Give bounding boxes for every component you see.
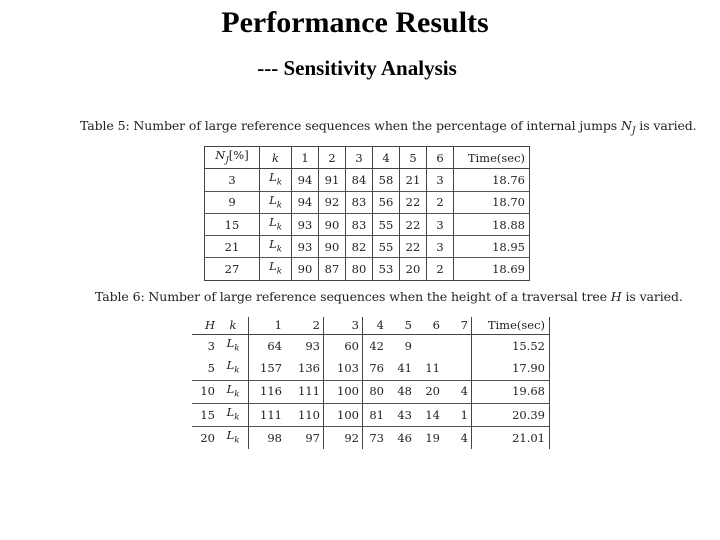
table6-row: [192, 403, 550, 426]
table5-cell: 56: [373, 191, 400, 213]
table6-cell: 11: [425, 360, 440, 375]
table5-cell: 55: [373, 236, 400, 258]
table6-cell: 100: [324, 380, 363, 403]
table6-cell: 20: [415, 380, 443, 403]
table6-cell: 1: [443, 403, 472, 426]
table5-cell: 94: [292, 169, 319, 191]
table6-cell: 73: [363, 427, 388, 450]
table5-cell: 87: [319, 258, 346, 280]
table5-cell: 93: [292, 213, 319, 235]
table6-header-cell: 6: [415, 317, 443, 335]
table5-cell: 22: [400, 213, 427, 235]
table5-cell: 2: [427, 191, 454, 213]
table5-cell: 84: [346, 169, 373, 191]
table6-cell: 20.39: [472, 403, 550, 426]
table6-cell: 111: [285, 380, 324, 403]
table5-cell: 3: [427, 169, 454, 191]
table5-cell: 21: [400, 169, 427, 191]
table6-cell: 5: [207, 360, 215, 375]
table5-cell: 83: [346, 191, 373, 213]
table6-cell: 76: [369, 360, 384, 375]
table5-caption: Table 5: Number of large reference sequences when the percentage of internal jumps $N_J$ is varied.: [80, 118, 697, 137]
table6-cell: 136: [285, 357, 324, 380]
table6-header-row: [192, 317, 550, 335]
table6-header-cell: H: [192, 317, 218, 335]
table5-cell: 90: [292, 258, 319, 280]
table6-cell: [443, 357, 472, 380]
table6-cell: $L_k$: [218, 380, 249, 403]
table5-cell: $L_k$: [260, 236, 292, 258]
table6-cell: 17.90: [472, 357, 550, 380]
page-subtitle: --- Sensitivity Analysis: [257, 56, 457, 80]
table5-header-cell: 2: [319, 147, 346, 169]
table5-cell: 92: [319, 191, 346, 213]
table6: [192, 317, 550, 449]
table6-cell: 100: [324, 403, 363, 426]
table6-cell: 3: [207, 338, 215, 353]
table6-cell: 97: [285, 427, 324, 450]
table5-header-cell: Time(sec): [454, 147, 530, 169]
table5-cell: 3: [205, 169, 260, 191]
table5-cell: 18.70: [454, 191, 530, 213]
table5-cell: 2: [427, 258, 454, 280]
table6-cell: 103: [324, 357, 363, 380]
table5-cell: 3: [427, 236, 454, 258]
table6-cell: 20: [192, 427, 218, 450]
table6-header-cell: Time(sec): [472, 317, 550, 335]
table6-cell: 98: [249, 427, 286, 450]
table6-cell: 15.52: [472, 335, 550, 358]
table6-cell: 19.68: [472, 380, 550, 403]
table6-cell: 15: [192, 403, 218, 426]
table5-cell: 18.88: [454, 213, 530, 235]
table6-header-cell: 4: [363, 317, 388, 335]
table6-cell: 4: [443, 427, 472, 450]
table5-cell: $L_k$: [260, 258, 292, 280]
table5-cell: 3: [427, 213, 454, 235]
table6-cell: 41: [397, 360, 412, 375]
table6-row: [192, 357, 550, 380]
table6-header-cell: 5: [387, 317, 415, 335]
table6-caption: Table 6: Number of large reference sequences when the height of a traversal tree H is varied.: [95, 289, 683, 304]
table5-row: [205, 191, 530, 213]
table5-row: [205, 169, 530, 191]
table6-cell: 80: [363, 380, 388, 403]
table6-cell: 48: [387, 380, 415, 403]
table5-cell: 90: [319, 213, 346, 235]
table6-header-cell: 2: [285, 317, 324, 335]
table6-cell: 60: [324, 335, 363, 358]
table6-cell: $L_k$: [218, 357, 249, 380]
table5-header-cell: 6: [427, 147, 454, 169]
table6-header-cell: 7: [443, 317, 472, 335]
page-title: Performance Results: [221, 6, 489, 39]
table6-cell: 10: [192, 380, 218, 403]
table6-cell: [415, 335, 443, 358]
table5-header-row: [205, 147, 530, 169]
table6-cell: 92: [324, 427, 363, 450]
table5-header-cell: $N_J[\%]$: [205, 147, 260, 169]
table6-cell: 4: [443, 380, 472, 403]
table6-row: [192, 427, 550, 450]
table5-header-cell: 4: [373, 147, 400, 169]
table6-cell: 14: [415, 403, 443, 426]
table5-cell: 80: [346, 258, 373, 280]
table5-row: [205, 213, 530, 235]
table5: [204, 146, 530, 281]
table5-cell: 94: [292, 191, 319, 213]
table5-cell: 83: [346, 213, 373, 235]
table6-cell: 116: [249, 380, 286, 403]
table5-cell: 22: [400, 191, 427, 213]
table6-header-cell: k: [218, 317, 249, 335]
table6-row: [192, 380, 550, 403]
table6-header-cell: 1: [249, 317, 286, 335]
table6-cell: 42: [369, 338, 384, 353]
table6-cell: 111: [249, 403, 286, 426]
table5-cell: 22: [400, 236, 427, 258]
table5-cell: 9: [205, 191, 260, 213]
table5-row: [205, 258, 530, 280]
table5-cell: 18.95: [454, 236, 530, 258]
table6-cell: 9: [404, 338, 412, 353]
table5-row: [205, 236, 530, 258]
table5-cell: 27: [205, 258, 260, 280]
table6-row: [192, 335, 550, 358]
table6-cell: 110: [285, 403, 324, 426]
table5-cell: $L_k$: [260, 191, 292, 213]
table6-cell: 64: [267, 338, 282, 353]
table6-cell: $L_k$: [218, 335, 249, 358]
table5-cell: 18.76: [492, 172, 525, 187]
table5-header-cell: 3: [346, 147, 373, 169]
table5-cell: 82: [346, 236, 373, 258]
table6-cell: 46: [387, 427, 415, 450]
table5-cell: 91: [319, 169, 346, 191]
table6-cell: [443, 335, 472, 358]
table5-cell: 18.69: [454, 258, 530, 280]
table5-header-cell: 1: [292, 147, 319, 169]
table6-cell: 81: [363, 403, 388, 426]
table6-cell: 43: [387, 403, 415, 426]
table5-cell: 15: [205, 213, 260, 235]
table6-cell: 21.01: [472, 427, 550, 450]
table5-cell: $L_k$: [260, 169, 292, 191]
table5-cell: 20: [400, 258, 427, 280]
table6-cell: $L_k$: [218, 403, 249, 426]
table6-cell: 93: [285, 335, 324, 358]
table5-cell: $L_k$: [260, 213, 292, 235]
table6-cell: 157: [260, 360, 282, 375]
table5-cell: 58: [373, 169, 400, 191]
table5-cell: 21: [205, 236, 260, 258]
table5-cell: 53: [373, 258, 400, 280]
table5-cell: 55: [373, 213, 400, 235]
table5-header-cell: 5: [400, 147, 427, 169]
table5-cell: 90: [319, 236, 346, 258]
table6-cell: $L_k$: [218, 427, 249, 450]
table6-cell: 19: [415, 427, 443, 450]
table5-header-cell: k: [260, 147, 292, 169]
table5-cell: 93: [292, 236, 319, 258]
table6-header-cell: 3: [324, 317, 363, 335]
